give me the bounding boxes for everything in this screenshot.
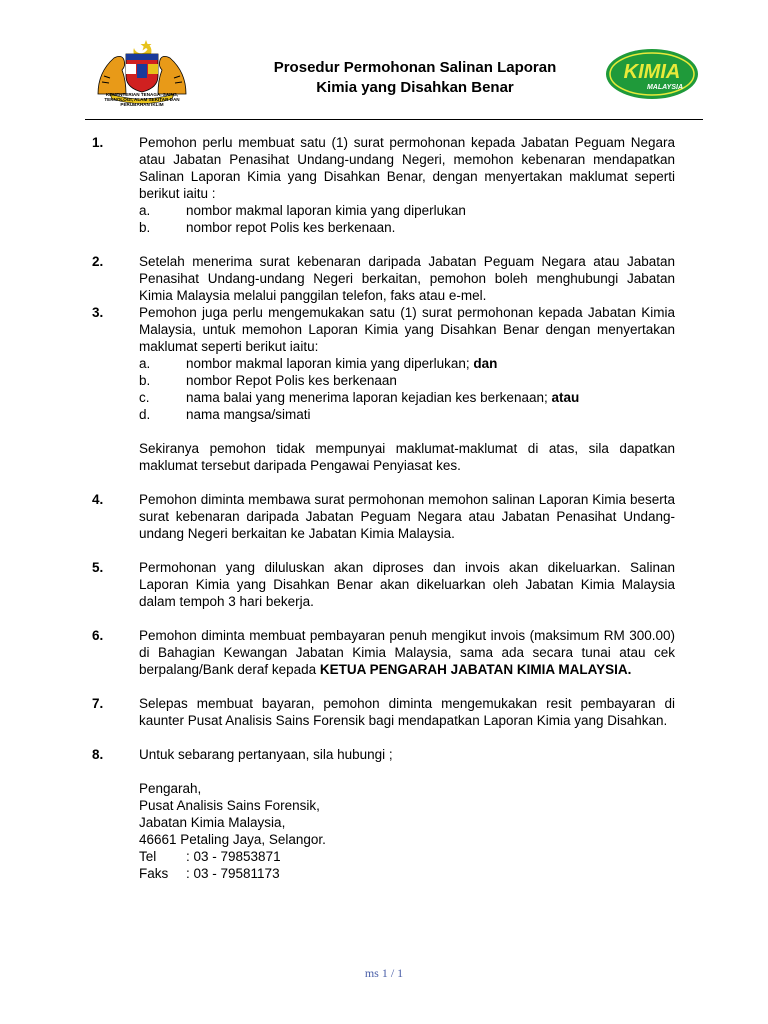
item-number: 2. bbox=[92, 254, 104, 269]
fax-value: : 03 - 79581173 bbox=[186, 866, 280, 881]
title-line-1: Prosedur Permohonan Salinan Laporan bbox=[273, 59, 557, 76]
item-text: Permohonan yang diluluskan akan diproses dan invois akan dikeluarkan. Salinan Laporan Kimia yang Disahkan Benar akan dikeluarkan oleh Jabatan Kimia Malaysia dalam tempoh 3 hari bekerja. bbox=[139, 560, 675, 609]
item-text: Setelah menerima surat kebenaran daripada Jabatan Peguam Negara atau Jabatan Penasihat Undang-undang Negeri berkaitan, pemohon boleh menghubungi Jabatan Kimia Malaysia melalui panggilan telefon, faks atau e-mel. bbox=[139, 254, 675, 303]
item-note: Sekiranya pemohon tidak mempunyai maklumat-maklumat di atas, sila dapatkan maklumat tersebut daripada Pengawai Penyiasat kes. bbox=[139, 441, 675, 473]
item-text: Untuk sebarang pertanyaan, sila hubungi ; bbox=[139, 747, 393, 762]
sub-item-label: a. bbox=[139, 356, 151, 371]
sub-item-label: d. bbox=[139, 407, 151, 422]
contact-line: Pusat Analisis Sains Forensik, bbox=[139, 798, 320, 813]
document-title bbox=[230, 58, 600, 98]
procedure-item-2 bbox=[0, 253, 675, 304]
document-header bbox=[0, 0, 768, 122]
sub-item-label: b. bbox=[139, 373, 151, 388]
item-text: Pemohon diminta membuat pembayaran penuh mengikut invois (maksimum RM 300.00) di Bahagian Kewangan Jabatan Kimia Malaysia, sama ada secara tunai atau cek berpalang/Bank deraf kepada bbox=[139, 628, 675, 677]
procedure-list bbox=[0, 134, 768, 899]
payee-name: KETUA PENGARAH JABATAN KIMIA MALAYSIA. bbox=[319, 662, 632, 677]
item-text-wrapper bbox=[139, 627, 675, 678]
item-number: 8. bbox=[92, 747, 104, 762]
sub-item-b bbox=[139, 219, 675, 236]
contact-fax bbox=[139, 865, 675, 882]
page-number: ms 1 / 1 bbox=[364, 966, 404, 980]
ministry-name: KEMENTERIAN TENAGA, SAINS, TEKNOLOGI, ALAM SEKITAR DAN PERUBAHAN IKLIM bbox=[104, 92, 180, 108]
sub-item-text: nama balai yang menerima laporan kejadian kes berkenaan; bbox=[186, 390, 548, 405]
contact-telephone bbox=[139, 848, 675, 865]
procedure-item-7 bbox=[0, 695, 675, 729]
sub-item-text: nombor makmal laporan kimia yang diperlukan; bbox=[186, 356, 470, 371]
logo-subtext: MALAYSIA bbox=[646, 84, 684, 91]
sub-item-d bbox=[139, 406, 675, 423]
sub-item-body bbox=[186, 389, 579, 406]
item-text: Pemohon perlu membuat satu (1) surat permohonan kepada Jabatan Peguam Negara atau Jabatan Penasihat Undang-undang Negeri, memohon kebenaran mendapatkan Salinan Laporan Kimia yang Disahkan Benar, dengan menyertakan maklumat seperti berikut iaitu : bbox=[139, 135, 675, 201]
procedure-item-1 bbox=[0, 134, 675, 236]
item-number: 1. bbox=[92, 135, 104, 150]
sub-item-label: a. bbox=[139, 203, 151, 218]
sub-item-b bbox=[139, 372, 675, 389]
procedure-item-8 bbox=[0, 746, 675, 882]
item-number: 5. bbox=[92, 560, 104, 575]
telephone-label: Tel bbox=[139, 849, 157, 864]
item-number: 4. bbox=[92, 492, 104, 507]
item-text: Pemohon juga perlu mengemukakan satu (1) surat permohonan kepada Jabatan Kimia Malaysia, untuk memohon Laporan Kimia yang Disahkan Benar dengan menyertakan maklumat seperti berikut iaitu: bbox=[139, 305, 675, 354]
sub-item-label: c. bbox=[139, 390, 150, 405]
contact-line: 46661 Petaling Jaya, Selangor. bbox=[139, 832, 326, 847]
procedure-item-3 bbox=[0, 304, 675, 474]
telephone-value: : 03 - 79853871 bbox=[186, 849, 281, 864]
procedure-item-6 bbox=[0, 627, 675, 678]
contact-line: Jabatan Kimia Malaysia, bbox=[139, 815, 286, 830]
sub-item-conjunction: atau bbox=[551, 390, 580, 405]
sub-item-c bbox=[139, 389, 675, 406]
procedure-item-4 bbox=[0, 491, 675, 542]
sub-item-conjunction: dan bbox=[473, 356, 498, 371]
kimia-malaysia-logo-icon bbox=[605, 48, 699, 100]
sub-item-a bbox=[139, 355, 675, 372]
header-divider bbox=[85, 119, 703, 120]
sub-item-a bbox=[139, 202, 675, 219]
item-text: Selepas membuat bayaran, pemohon diminta mengemukakan resit pembayaran di kaunter Pusat Analisis Sains Forensik bagi mendapatkan Laporan Kimia yang Disahkan. bbox=[139, 696, 675, 728]
contact-line: Pengarah, bbox=[139, 781, 202, 796]
procedure-item-5 bbox=[0, 559, 675, 610]
item-number: 7. bbox=[92, 696, 104, 711]
item-text: Pemohon diminta membawa surat permohonan memohon salinan Laporan Kimia beserta surat kebenaran daripada Jabatan Peguam Negara atau Jabatan Penasihat Undang-undang Negeri berkaitan ke Jabatan Kimia Malaysia. bbox=[139, 492, 675, 541]
item-number: 3. bbox=[92, 305, 104, 320]
contact-block bbox=[139, 780, 675, 882]
sub-item-label: b. bbox=[139, 220, 151, 235]
logo-text: KIMIA bbox=[623, 61, 681, 83]
sub-item-body bbox=[186, 355, 497, 372]
sub-item-text: nombor makmal laporan kimia yang diperlukan bbox=[186, 203, 466, 218]
title-line-2: Kimia yang Disahkan Benar bbox=[316, 79, 514, 96]
sub-item-text: nombor Repot Polis kes berkenaan bbox=[186, 373, 397, 388]
sub-item-text: nama mangsa/simati bbox=[186, 407, 311, 422]
sub-item-text: nombor repot Polis kes berkenaan. bbox=[186, 220, 396, 235]
fax-label: Faks bbox=[139, 866, 169, 881]
item-number: 6. bbox=[92, 628, 104, 643]
